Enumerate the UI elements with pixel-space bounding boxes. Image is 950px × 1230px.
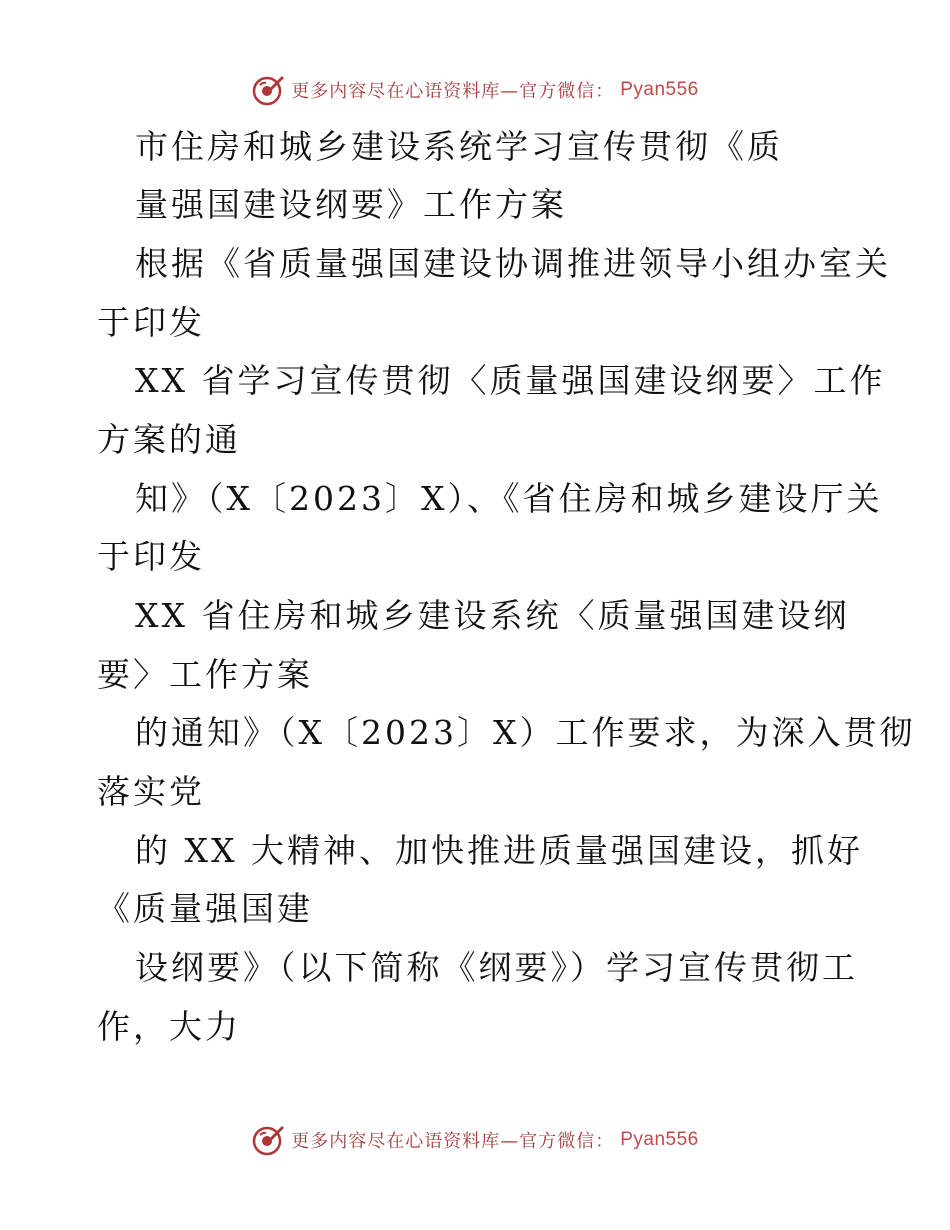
- body-line: 知》（X〔2023〕X）、《省住房和城乡建设厅关: [135, 479, 883, 518]
- body-line: 的通知》（X〔2023〕X）工作要求，为深入贯彻: [135, 713, 916, 752]
- body-line: 方案的通: [97, 420, 241, 459]
- watermark-handle: Pyan556: [620, 1129, 699, 1150]
- header-watermark: [0, 70, 950, 110]
- footer-watermark: [0, 1120, 950, 1160]
- body-line: 作，大力: [97, 1007, 241, 1046]
- body-line: 《质量强国建: [97, 889, 313, 928]
- body-line: 落实党: [97, 772, 205, 811]
- body-line: 市住房和城乡建设系统学习宣传贯彻《质: [135, 127, 783, 166]
- body-line: XX 省学习宣传贯彻〈质量强国建设纲要〉工作: [135, 361, 886, 400]
- watermark-text: 更多内容尽在心语资料库—官方微信：: [291, 81, 615, 102]
- body-line: XX 省住房和城乡建设系统〈质量强国建设纲: [135, 596, 850, 635]
- body-line: 的 XX 大精神、加快推进质量强国建设，抓好: [135, 831, 863, 870]
- body-line: 根据《省质量强国建设协调推进领导小组办室关: [135, 244, 891, 283]
- body-line: 量强国建设纲要》工作方案: [135, 185, 567, 224]
- body-line: 要〉工作方案: [97, 655, 313, 694]
- watermark-handle: Pyan556: [620, 79, 699, 100]
- body-line: 于印发: [97, 537, 205, 576]
- watermark-text: 更多内容尽在心语资料库—官方微信：: [291, 1131, 615, 1152]
- quill-logo-icon: [251, 1123, 285, 1157]
- body-line: 于印发: [97, 303, 205, 342]
- quill-logo-icon: [251, 73, 285, 107]
- body-line: 设纲要》（以下简称《纲要》）学习宣传贯彻工: [135, 948, 858, 987]
